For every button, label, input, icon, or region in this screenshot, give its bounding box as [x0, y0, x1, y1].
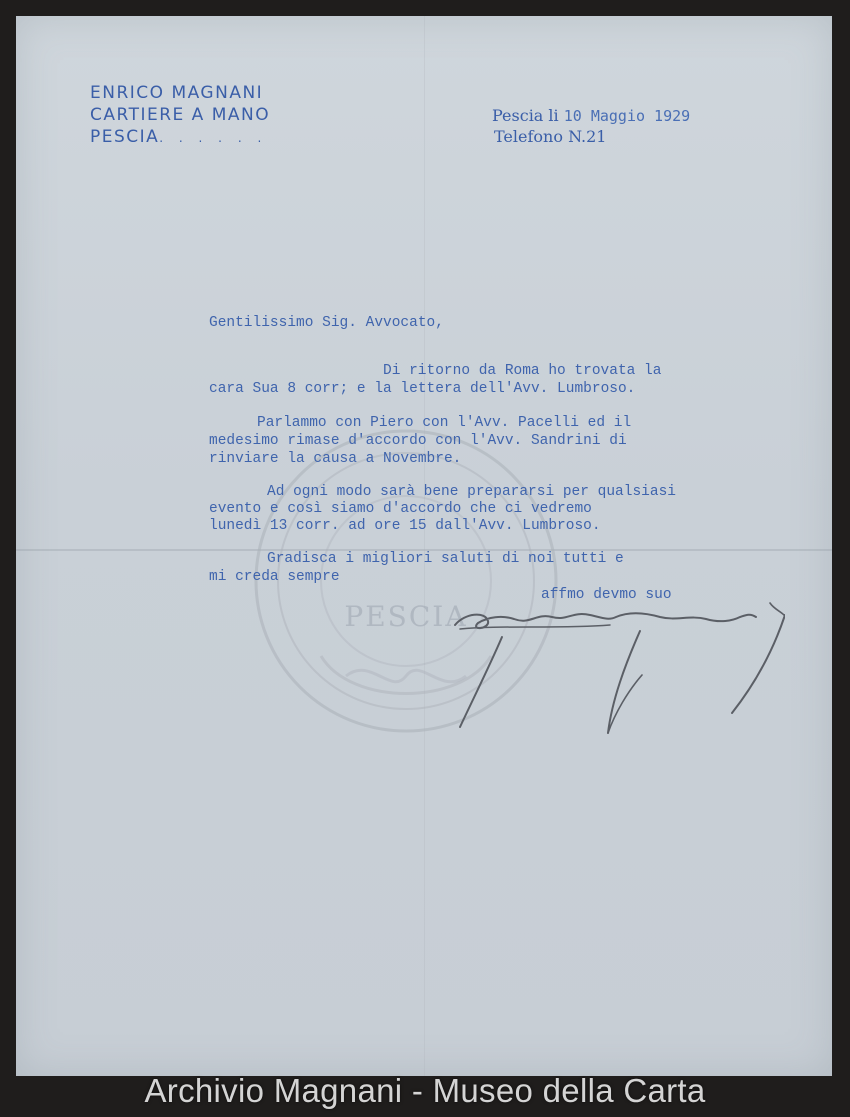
paragraph-1-line-1: Di ritorno da Roma ho trovata la: [383, 363, 662, 379]
paragraph-4-line-1: Gradisca i migliori saluti di noi tutti e: [267, 551, 624, 567]
letterhead-city-name: PESCIA: [90, 127, 160, 147]
paragraph-3-line-2: evento e così siamo d'accordo che ci vedremo: [209, 501, 592, 517]
paragraph-3-line-1: Ad ogni modo sarà bene prepararsi per qualsiasi: [267, 484, 676, 500]
letterhead-dots: . . . . . .: [159, 131, 268, 145]
phone-number: Telefono N.21: [494, 127, 607, 146]
paragraph-3-line-3: lunedì 13 corr. ad ore 15 dall'Avv. Lumbroso.: [209, 518, 601, 534]
letter-paper: [16, 16, 832, 1076]
paragraph-1-line-2: cara Sua 8 corr; e la lettera dell'Avv. Lumbroso.: [209, 381, 636, 397]
salutation: Gentilissimo Sig. Avvocato,: [209, 315, 444, 331]
letterhead-business: CARTIERE A MANO: [90, 105, 271, 125]
paragraph-4-line-2: mi creda sempre: [209, 569, 340, 585]
paragraph-2-line-2: medesimo rimase d'accordo con l'Avv. Sandrini di: [209, 433, 627, 449]
closing: affmo devmo suo: [541, 587, 672, 603]
archive-watermark-caption: Archivio Magnani - Museo della Carta: [144, 1072, 706, 1109]
paragraph-2-line-3: rinviare la causa a Novembre.: [209, 451, 462, 467]
letterhead: [90, 82, 270, 149]
letterhead-city: [90, 126, 270, 149]
paragraph-2-line-1: Parlammo con Piero con l'Avv. Pacelli ed il: [257, 415, 632, 431]
dateline: [492, 105, 690, 127]
letterhead-company: ENRICO MAGNANI: [90, 83, 264, 103]
date-typed: 10 Maggio 1929: [563, 107, 691, 125]
handwritten-signature: [440, 595, 785, 745]
date-place: Pescia li: [492, 106, 564, 125]
watermark-text: PESCIA: [344, 600, 468, 633]
